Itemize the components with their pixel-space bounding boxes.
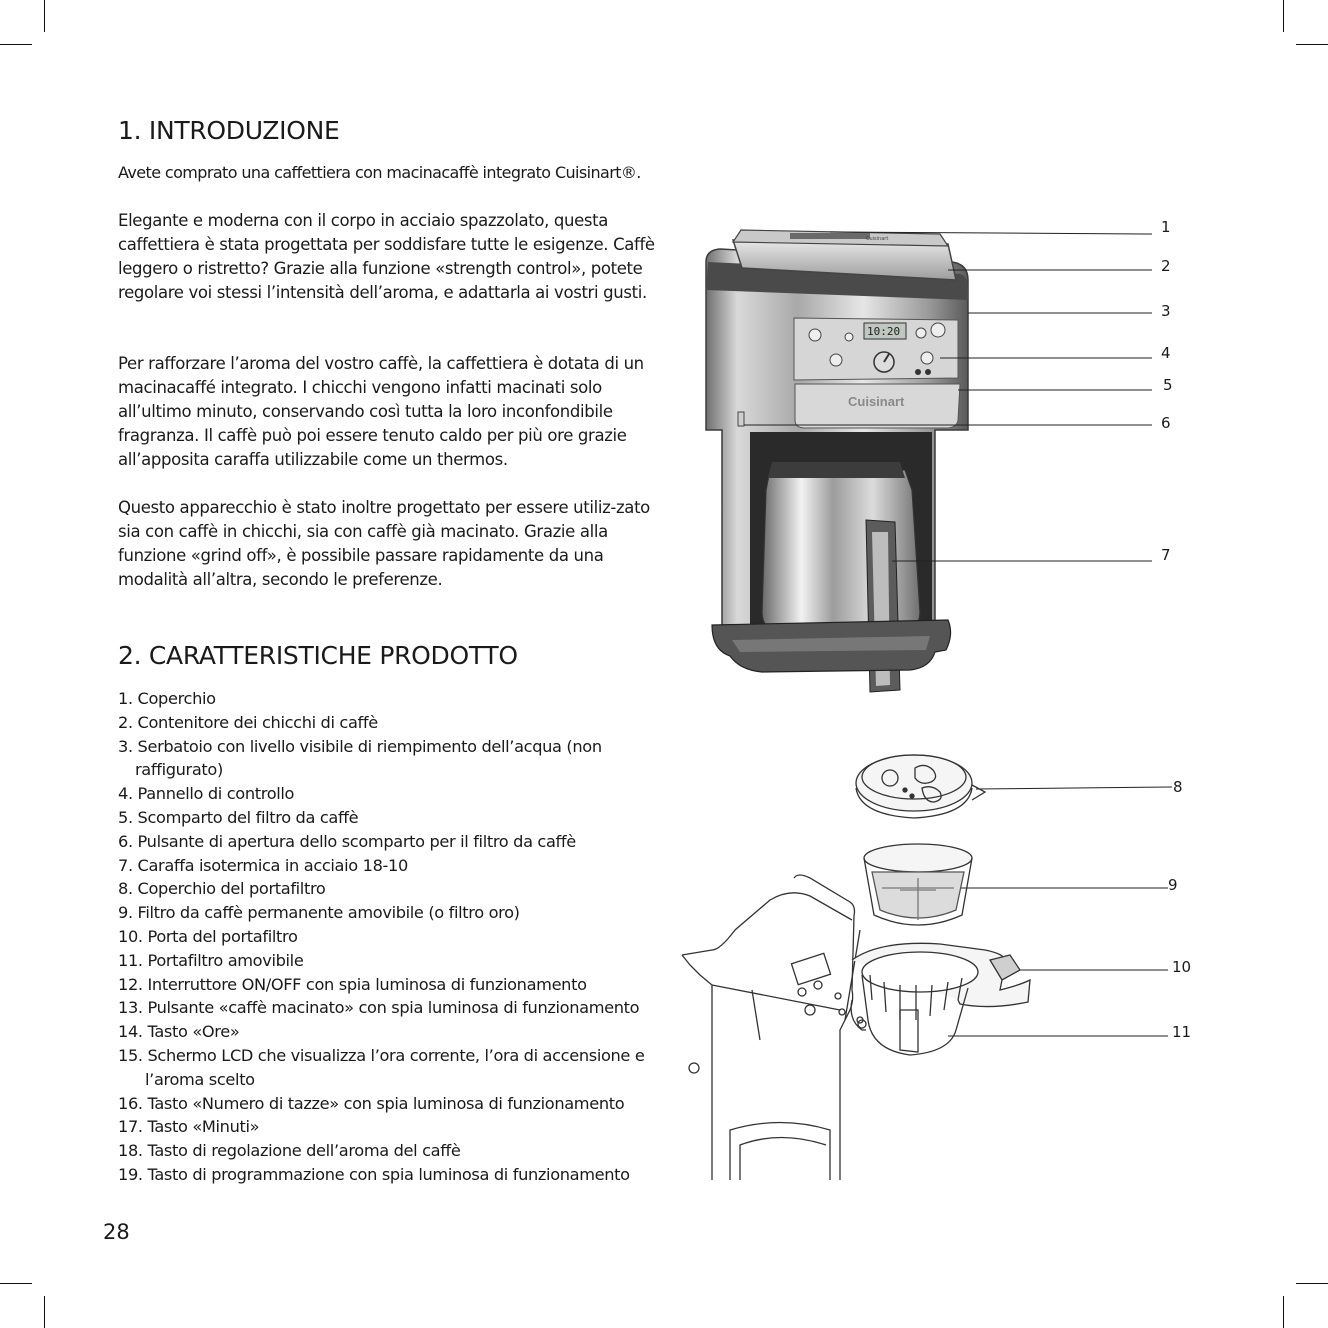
page-number: 28 [103,1220,130,1244]
callout-label: 8 [1173,778,1183,796]
list-item: 5. Scomparto del filtro da caffè [118,807,359,827]
list-item: 13. Pulsante «caffè macinato» con spia luminosa di funzionamento [118,998,640,1018]
list-item: 6. Pulsante di apertura dello scomparto per il filtro da caffè [118,831,576,851]
filter-holder [851,943,1030,1055]
callout-label: 9 [1168,876,1178,894]
brand-logo: Cuisinart [848,394,905,409]
machine-outline [682,875,863,1180]
control-panel [794,318,958,380]
intro-paragraph: Per rafforzare l’aroma del vostro caffè, la caffettiera è dotata di un macinacaffé integrato. I chicchi vengono infatti macinati solo all’ultimo minuto, conservando così tutta la loro inconfondibile fragranza. Il caffè può poi essere tenuto caldo per più ore grazie all’apposita caraffa utilizzabile come un thermos. [118,354,644,469]
list-item: 18. Tasto di regolazione dell’aroma del caffè [118,1141,461,1161]
list-item: 9. Filtro da caffè permanente amovibile (o filtro oro) [118,903,520,923]
hopper-label: Cuisinart [866,236,889,242]
intro-paragraph: Questo apparecchio è stato inoltre progettato per essere utiliz-zato sia con caffè in chicchi, sia con caffè già macinato. Grazie alla funzione «grind off», è possibile passare rapidamente da una modalità all’altra, secondo le preferenze. [118,498,650,589]
callout-label: 11 [1172,1023,1192,1041]
callout-label: 5 [1163,376,1173,394]
drawer-release-button [738,412,744,426]
power-button [809,329,821,341]
lcd-display: 10:20 [867,325,901,338]
list-item: 15. Schermo LCD che visualizza l’ora corrente, l’ora di accensione e l’aroma scelto [118,1045,645,1089]
list-item: 7. Caraffa isotermica in acciaio 18-10 [118,855,408,875]
intro-lead: Avete comprato una caffettiera con macinacaffè integrato Cuisinart®. [118,163,641,182]
list-item: 1. Coperchio [118,689,216,708]
list-item: 19. Tasto di programmazione con spia luminosa di funzionamento [118,1164,630,1184]
list-item: 12. Interruttore ON/OFF con spia luminosa di funzionamento [118,974,587,994]
callout-label: 2 [1161,257,1171,275]
list-item: 8. Coperchio del portafiltro [118,879,326,899]
filter-assembly-diagram [682,755,1030,1180]
filter-holder-lid [856,755,985,818]
list-item: 11. Portafiltro amovibile [118,950,304,970]
intro-paragraph: Elegante e moderna con il corpo in acciaio spazzolato, questa caffettiera è stata progettata per soddisfare tutte le esigenze. Caffè leggero o ristretto? Grazie alla funzione «strength control», potete regolare voi stessi l’intensità dell’aroma, e adattarla ai vostri gusti. [118,211,655,302]
section-title-caratteristiche: 2. CARATTERISTICHE PRODOTTO [118,641,518,670]
callout-label: 3 [1161,302,1171,320]
list-item: 4. Pannello di controllo [118,784,295,804]
coffee-maker-photo [706,230,968,692]
permanent-filter [864,844,972,925]
list-item: 3. Serbatoio con livello visibile di riempimento dell’acqua (non raffigurato) [118,736,602,780]
callout-label: 4 [1161,344,1171,362]
list-item: 17. Tasto «Minuti» [118,1117,260,1137]
list-item: 2. Contenitore dei chicchi di caffè [118,712,378,732]
list-item: 16. Tasto «Numero di tazze» con spia luminosa di funzionamento [118,1093,625,1113]
callout-label: 10 [1172,958,1192,976]
list-item: 10. Porta del portafiltro [118,926,298,946]
callout-label: 6 [1161,414,1171,432]
callout-label: 1 [1161,218,1171,236]
callout-label: 7 [1161,546,1171,564]
list-item: 14. Tasto «Ore» [118,1022,240,1042]
section-title-introduzione: 1. INTRODUZIONE [118,116,340,145]
